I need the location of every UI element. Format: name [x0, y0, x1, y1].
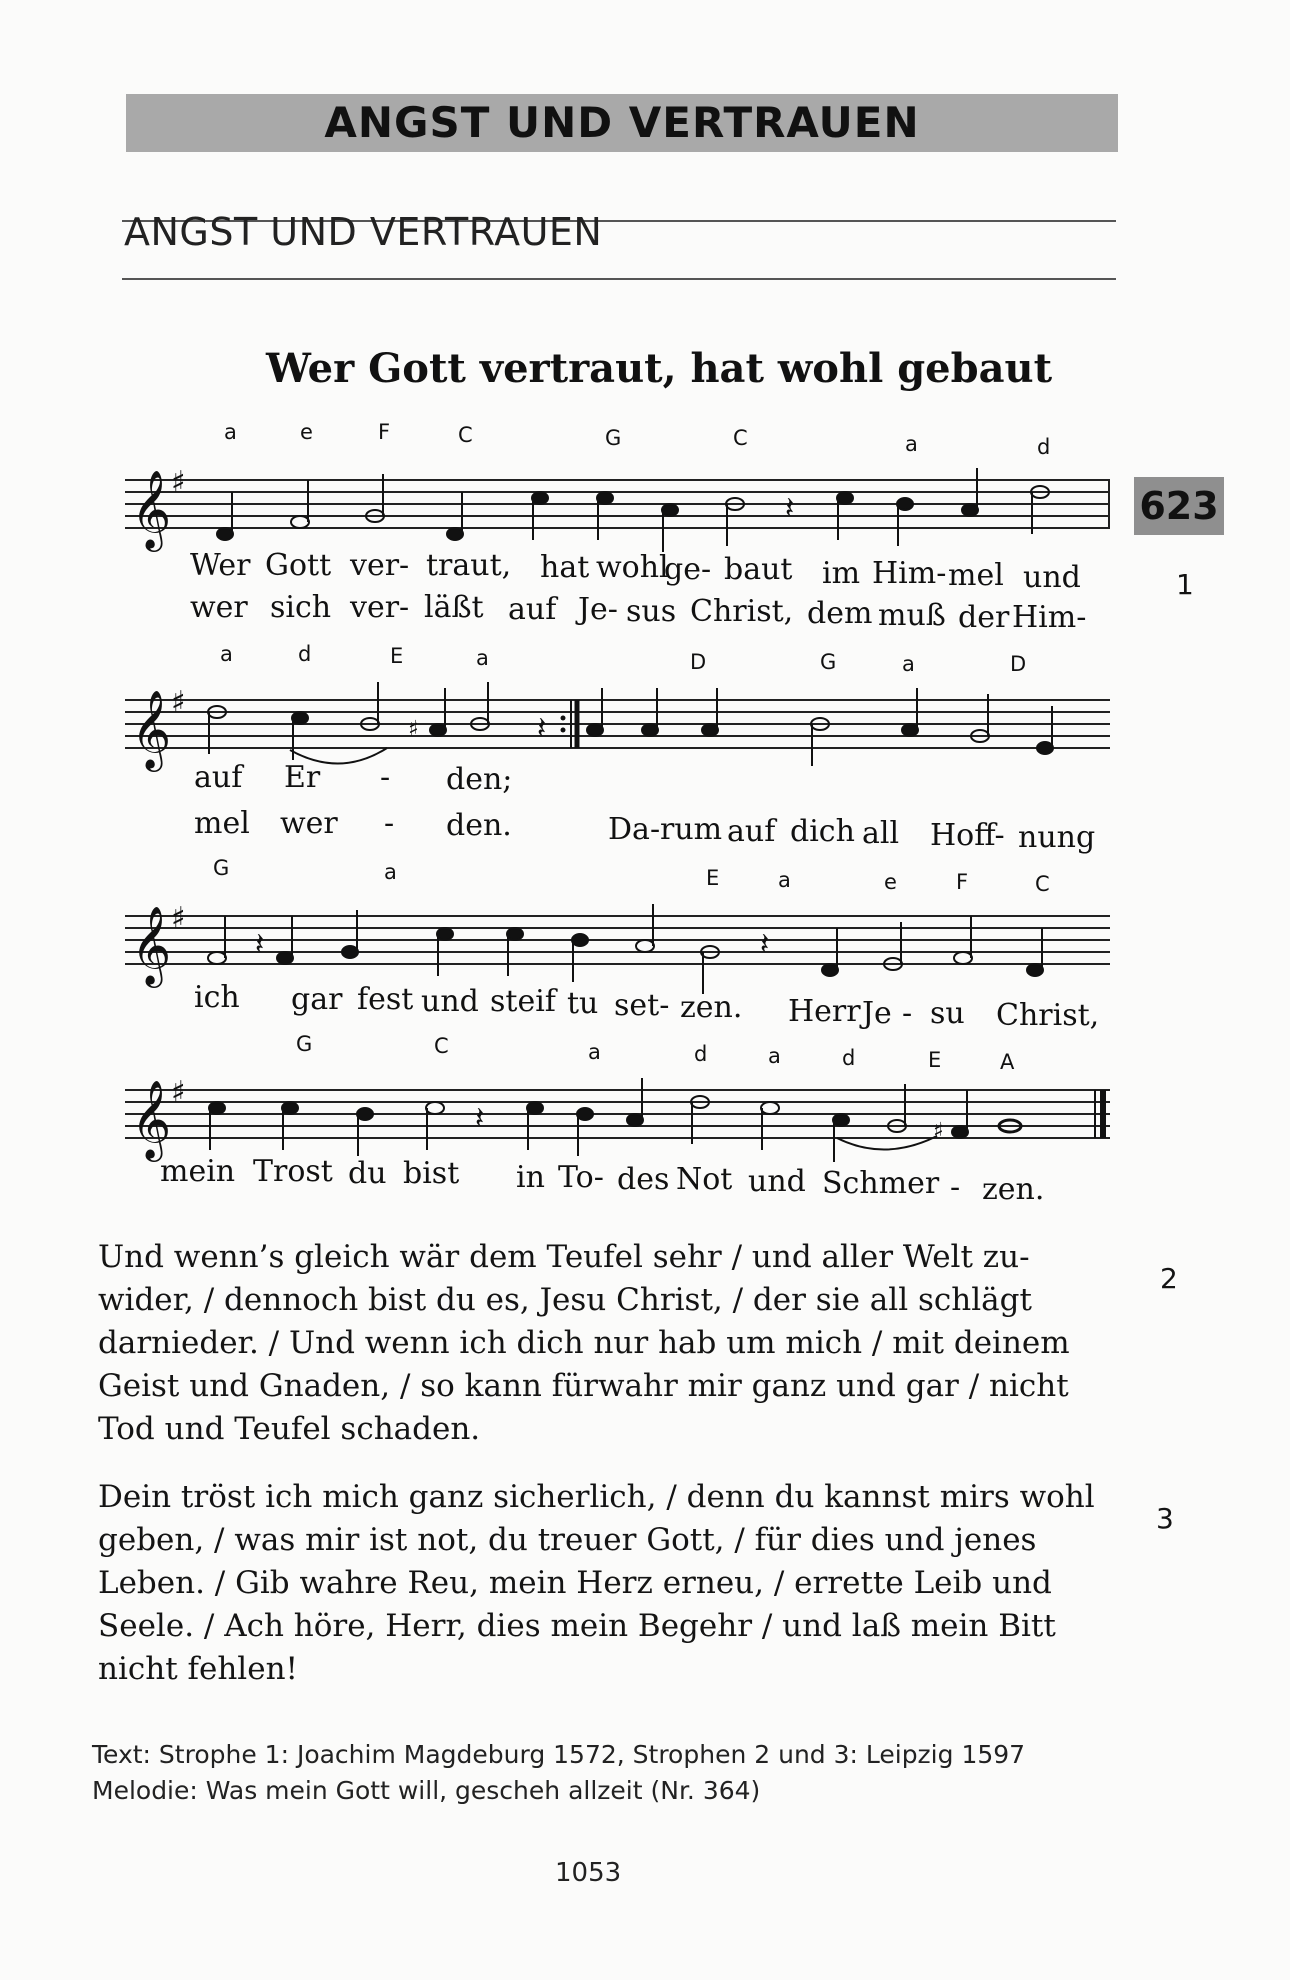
lyric-syllable: rum	[660, 812, 723, 847]
svg-text:𝄞: 𝄞	[131, 690, 172, 769]
svg-text:𝄽: 𝄽	[537, 711, 547, 746]
chord: F	[378, 420, 391, 444]
stanza-line: Geist und Gnaden, / so kann fürwahr mir ganz und gar / nicht	[98, 1368, 1069, 1404]
lyric-syllable: in	[516, 1160, 545, 1195]
chord: a	[224, 420, 237, 444]
music-staff	[125, 1050, 1110, 1170]
svg-text:𝄽: 𝄽	[255, 927, 265, 962]
chord: G	[213, 856, 230, 880]
chord: A	[1000, 1050, 1015, 1074]
svg-text:♯: ♯	[933, 1119, 944, 1144]
lyric-syllable: Gott	[265, 548, 332, 583]
stanza-3	[98, 1476, 1096, 1691]
lyric-syllable: wer	[280, 806, 338, 841]
chord: C	[434, 1034, 449, 1058]
lyric-syllable: nung	[1018, 820, 1096, 855]
chord: E	[928, 1048, 942, 1072]
lyric-syllable: -	[380, 760, 391, 795]
lyric-syllable: auf	[727, 814, 776, 849]
lyric-syllable: sich	[270, 590, 332, 625]
lyric-syllable: all	[862, 816, 900, 851]
lyric-syllable: den;	[446, 762, 513, 797]
stanza-number: 2	[1160, 1262, 1178, 1295]
lyric-syllable: auf	[194, 760, 243, 795]
lyric-syllable: Da-	[608, 812, 661, 847]
song-number-badge: 623	[1134, 477, 1224, 535]
lyric-syllable: Christ,	[690, 594, 794, 629]
chord: F	[956, 870, 969, 894]
svg-text:♯: ♯	[171, 465, 186, 500]
chord: d	[694, 1042, 708, 1066]
lyric-syllable: und	[1023, 560, 1081, 595]
stanza-2	[98, 1236, 1096, 1451]
music-staff	[125, 660, 1110, 780]
chord: G	[605, 426, 622, 450]
svg-text:♯: ♯	[171, 901, 186, 936]
text-credit: Text: Strophe 1: Joachim Magdeburg 1572, Strophen 2 und 3: Leipzig 1597	[92, 1740, 1026, 1769]
chord: E	[390, 644, 404, 668]
lyric-syllable: auf	[508, 592, 557, 627]
lyric-syllable: zen.	[680, 990, 743, 1025]
chord: e	[300, 420, 313, 444]
chord: a	[768, 1044, 781, 1068]
lyric-syllable: Trost	[253, 1154, 333, 1189]
lyric-syllable: zen.	[982, 1172, 1045, 1207]
section-rule-bottom	[122, 278, 1116, 280]
lyric-syllable: wer	[190, 590, 248, 625]
chord: D	[1010, 652, 1027, 676]
song-title: Wer Gott vertraut, hat wohl gebaut	[266, 345, 1053, 392]
lyric-syllable: -	[902, 996, 913, 1031]
stanza-line: darnieder. / Und wenn ich dich nur hab um mich / mit deinem	[98, 1325, 1070, 1361]
svg-text:♯: ♯	[408, 717, 419, 742]
lyric-syllable: set-	[614, 988, 670, 1023]
lyric-syllable: -	[950, 1170, 961, 1205]
lyric-syllable: muß	[878, 598, 946, 633]
lyric-syllable: wohl	[596, 550, 669, 585]
chord: a	[778, 868, 791, 892]
music-staff	[125, 440, 1110, 560]
lyric-syllable: Er	[284, 760, 321, 795]
lyric-syllable: bist	[403, 1156, 460, 1191]
svg-text:𝄽: 𝄽	[785, 491, 795, 526]
lyric-syllable: Christ,	[996, 998, 1100, 1033]
chord: E	[706, 866, 720, 890]
page-number: 1053	[555, 1858, 622, 1888]
lyric-syllable: hat	[540, 550, 590, 585]
lyric-syllable: su	[930, 996, 965, 1031]
lyric-syllable: und	[748, 1164, 806, 1199]
lyric-syllable: fest	[357, 982, 414, 1017]
chord: G	[820, 650, 837, 674]
lyric-syllable: Hoff-	[930, 818, 1005, 853]
lyric-syllable: ich	[194, 980, 240, 1015]
lyric-syllable: Him-	[1012, 600, 1087, 635]
stanza-line: Und wenn’s gleich wär dem Teufel sehr / und aller Welt zu-	[98, 1239, 1030, 1275]
lyric-syllable: To-	[558, 1160, 604, 1195]
chord: a	[902, 652, 915, 676]
lyric-syllable: dich	[790, 814, 855, 849]
chord: C	[458, 423, 473, 447]
svg-text:♯: ♯	[171, 685, 186, 720]
lyric-syllable: Je	[862, 996, 892, 1031]
svg-text:𝄽: 𝄽	[475, 1101, 485, 1136]
stanza-line: Leben. / Gib wahre Reu, mein Herz erneu, / errette Leib und	[98, 1565, 1052, 1601]
svg-text:𝄽: 𝄽	[760, 927, 770, 962]
chord: a	[384, 860, 397, 884]
lyric-syllable: tu	[567, 986, 599, 1021]
stanza-number: 3	[1156, 1502, 1174, 1535]
lyric-syllable: den.	[446, 808, 512, 843]
svg-text:𝄞: 𝄞	[131, 906, 172, 985]
stanza-line: Seele. / Ach höre, Herr, dies mein Begehr / und laß mein Bitt	[98, 1608, 1056, 1644]
chord: e	[884, 870, 897, 894]
svg-text:𝄞: 𝄞	[131, 1080, 172, 1159]
chord: a	[476, 646, 489, 670]
lyric-syllable: sus	[626, 594, 677, 629]
chapter-banner-title: ANGST UND VERTRAUEN	[324, 98, 920, 147]
stanza-line: nicht fehlen!	[98, 1651, 298, 1687]
lyric-syllable: Schmer	[822, 1166, 940, 1201]
chapter-banner	[126, 94, 1118, 152]
chord: C	[1035, 872, 1050, 896]
svg-text:𝄞: 𝄞	[131, 470, 172, 549]
lyric-syllable: steif	[490, 984, 556, 1019]
lyric-syllable: im	[822, 556, 861, 591]
stanza-line: geben, / was mir ist not, du treuer Gott, / für dies und jenes	[98, 1522, 1037, 1558]
lyric-syllable: und	[421, 984, 479, 1019]
lyric-syllable: mein	[160, 1154, 236, 1189]
svg-text:♯: ♯	[171, 1075, 186, 1110]
lyric-syllable: -	[384, 806, 395, 841]
chord: a	[905, 432, 918, 456]
lyric-syllable: baut	[724, 552, 793, 587]
chord: d	[298, 642, 312, 666]
chord: a	[220, 642, 233, 666]
lyric-syllable: dem	[807, 596, 873, 631]
section-title: ANGST UND VERTRAUEN	[124, 210, 603, 254]
lyric-syllable: Wer	[190, 548, 251, 583]
lyric-syllable: der	[958, 600, 1010, 635]
music-staff	[125, 876, 1110, 996]
lyric-syllable: ver-	[350, 590, 410, 625]
lyric-syllable: Herr	[788, 994, 861, 1029]
lyric-syllable: du	[348, 1156, 387, 1191]
lyric-syllable: traut,	[426, 548, 512, 583]
stanza-line: Tod und Teufel schaden.	[98, 1411, 481, 1447]
chord: C	[733, 426, 748, 450]
stanza-line: Dein tröst ich mich ganz sicherlich, / denn du kannst mirs wohl	[98, 1479, 1095, 1515]
lyric-syllable: ver-	[350, 548, 410, 583]
lyric-syllable: Him-	[872, 556, 947, 591]
stanza-number: 1	[1176, 568, 1194, 601]
chord: d	[842, 1046, 856, 1070]
chord: a	[588, 1040, 601, 1064]
lyric-syllable: gar	[291, 982, 343, 1017]
lyric-syllable: Not	[676, 1162, 733, 1197]
lyric-syllable: ge-	[664, 552, 712, 587]
chord: D	[690, 650, 707, 674]
chord: d	[1037, 435, 1051, 459]
lyric-syllable: mel	[948, 558, 1004, 593]
melody-credit: Melodie: Was mein Gott will, gescheh allzeit (Nr. 364)	[92, 1776, 761, 1805]
lyric-syllable: mel	[194, 806, 250, 841]
lyric-syllable: Je-	[578, 592, 618, 627]
chord: G	[296, 1032, 313, 1056]
lyric-syllable: des	[617, 1162, 670, 1197]
stanza-line: wider, / dennoch bist du es, Jesu Christ, / der sie all schlägt	[98, 1282, 1032, 1318]
lyric-syllable: läßt	[424, 590, 484, 625]
